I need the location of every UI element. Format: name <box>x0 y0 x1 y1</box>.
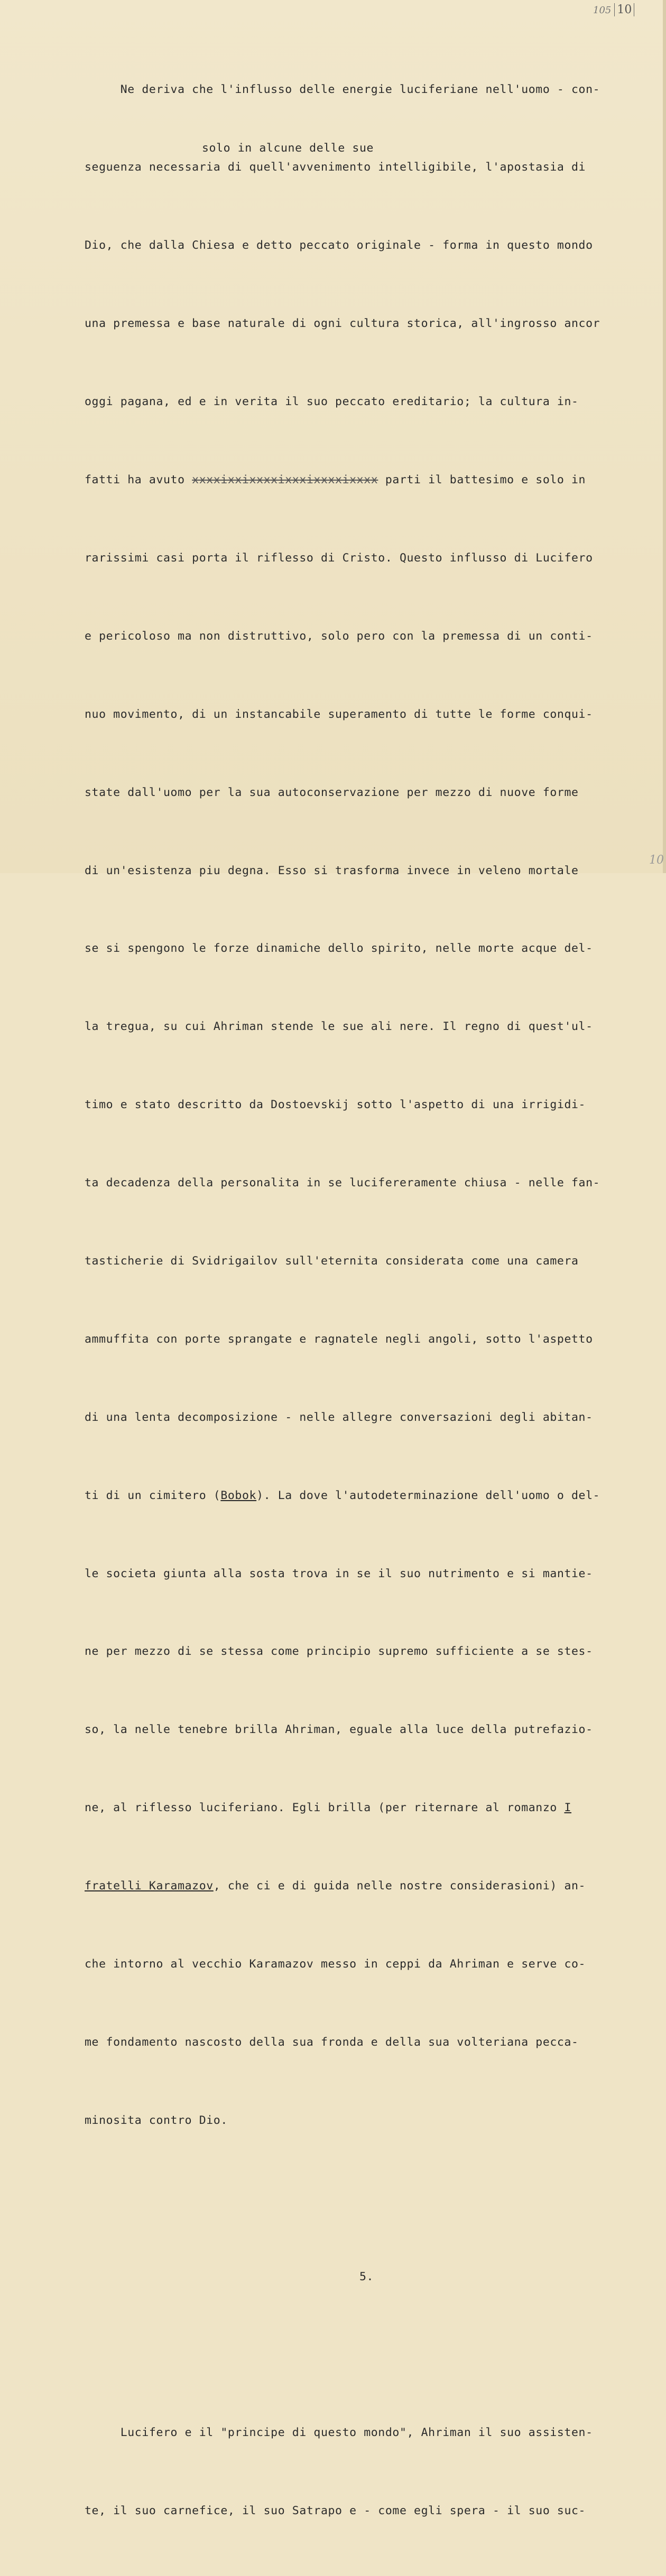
text-line: timo e stato descritto da Dostoevskij sotto l'aspetto di una irrigidi- <box>85 1098 586 1112</box>
typed-page-number: 10 <box>614 3 634 16</box>
text-line: ammuffita con porte sprangate e ragnatele negli angoli, sotto l'aspetto <box>85 1332 593 1346</box>
text-line: state dall'uomo per la sua autoconservazione per mezzo di nuove forme <box>85 785 579 799</box>
section-number: 5. <box>359 2270 374 2283</box>
text-line: le societa giunta alla sosta trova in se il suo nutrimento e si mantie- <box>85 1567 593 1580</box>
text-line: seguenza necessaria di quell'avvenimento intelligibile, l'apostasia di <box>85 161 586 174</box>
text-line-with-title <box>85 1873 645 1899</box>
text-line: te, il suo carnefice, il suo Satrapo e - come egli spera - il suo suc- <box>85 2504 586 2518</box>
page-number <box>593 3 634 16</box>
line-end: parti il battesimo e solo in <box>378 473 586 487</box>
text-line: minosita contro Dio. <box>85 2113 228 2127</box>
text-line-with-strikeout <box>85 467 645 493</box>
line-start: fatti ha avuto <box>85 473 192 487</box>
text-line: so, la nelle tenebre brilla Ahriman, eguale alla luce della putrefazio- <box>85 1723 593 1737</box>
underlined-title-bobok: Bobok <box>220 1488 257 1502</box>
text-line: una premessa e base naturale di ogni cultura storica, all'ingrosso ancor <box>85 317 600 331</box>
text-line: Dio, che dalla Chiesa e detto peccato originale - forma in questo mondo <box>85 239 593 252</box>
text-line: di una lenta decomposizione - nelle allegre conversazioni degli abitan- <box>85 1410 593 1424</box>
text-line: nuo movimento, di un instancabile superamento di tutte le forme conqui- <box>85 707 593 721</box>
text-line: ta decadenza della personalita in se lucifereramente chiusa - nelle fan- <box>85 1176 600 1190</box>
text-line: ne per mezzo di se stessa come principio supremo sufficiente a se stes- <box>85 1645 593 1659</box>
text-line-with-title <box>85 1483 645 1509</box>
interlinear-insertion: solo in alcune delle sue <box>202 142 374 155</box>
line-start: ti di un cimitero ( <box>85 1488 221 1502</box>
paper-edge <box>663 0 666 873</box>
text-line: se si spengono le forze dinamiche dello spirito, nelle morte acque del- <box>85 942 593 956</box>
text-line: Ne deriva che l'influsso delle energie luciferiane nell'uomo - con- <box>85 82 600 96</box>
text-line: me fondamento nascosto della sua fronda e della sua volteriana pecca- <box>85 2035 579 2049</box>
blank-line <box>85 2341 645 2367</box>
line-end: ). La dove l'autodeterminazione dell'uomo o del- <box>256 1488 600 1502</box>
text-line: la tregua, su cui Ahriman stende le sue ali nere. Il regno di quest'ul- <box>85 1020 593 1034</box>
text-line: tasticherie di Svidrigailov sull'eternita considerata come una camera <box>85 1254 579 1268</box>
text-line: che intorno al vecchio Karamazov messo in ceppi da Ahriman e serve co- <box>85 1957 586 1971</box>
text-line: e pericoloso ma non distruttivo, solo pero con la premessa di un conti- <box>85 629 593 643</box>
text-line: Lucifero e il "principe di questo mondo", Ahriman il suo assisten- <box>85 2426 593 2440</box>
body-text <box>85 24 645 2576</box>
underlined-title-start: I <box>564 1801 572 1815</box>
text-line: oggi pagana, ed e in verita il suo peccato ereditario; la cultura in- <box>85 395 579 409</box>
corner-handwritten-mark: 10 <box>649 854 664 867</box>
line-start: ne, al riflesso luciferiano. Egli brilla (per riternare al romanzo <box>85 1801 565 1815</box>
line-end: , che ci e di guida nelle nostre considerasioni) an- <box>213 1879 586 1893</box>
text-line: rarissimi casi porta il riflesso di Cristo. Questo influsso di Lucifero <box>85 551 593 565</box>
blank-line <box>85 2186 645 2212</box>
text-line-with-title <box>85 1795 645 1821</box>
underlined-title-karamazov: fratelli Karamazov <box>85 1879 214 1893</box>
text-line: di un'esistenza piu degna. Esso si trasforma invece in veleno mortale <box>85 864 579 877</box>
struck-out-text: xxxxixxixxxxixxxixxxxixxxx <box>192 473 378 487</box>
handwritten-page-number: 105 <box>593 5 612 16</box>
